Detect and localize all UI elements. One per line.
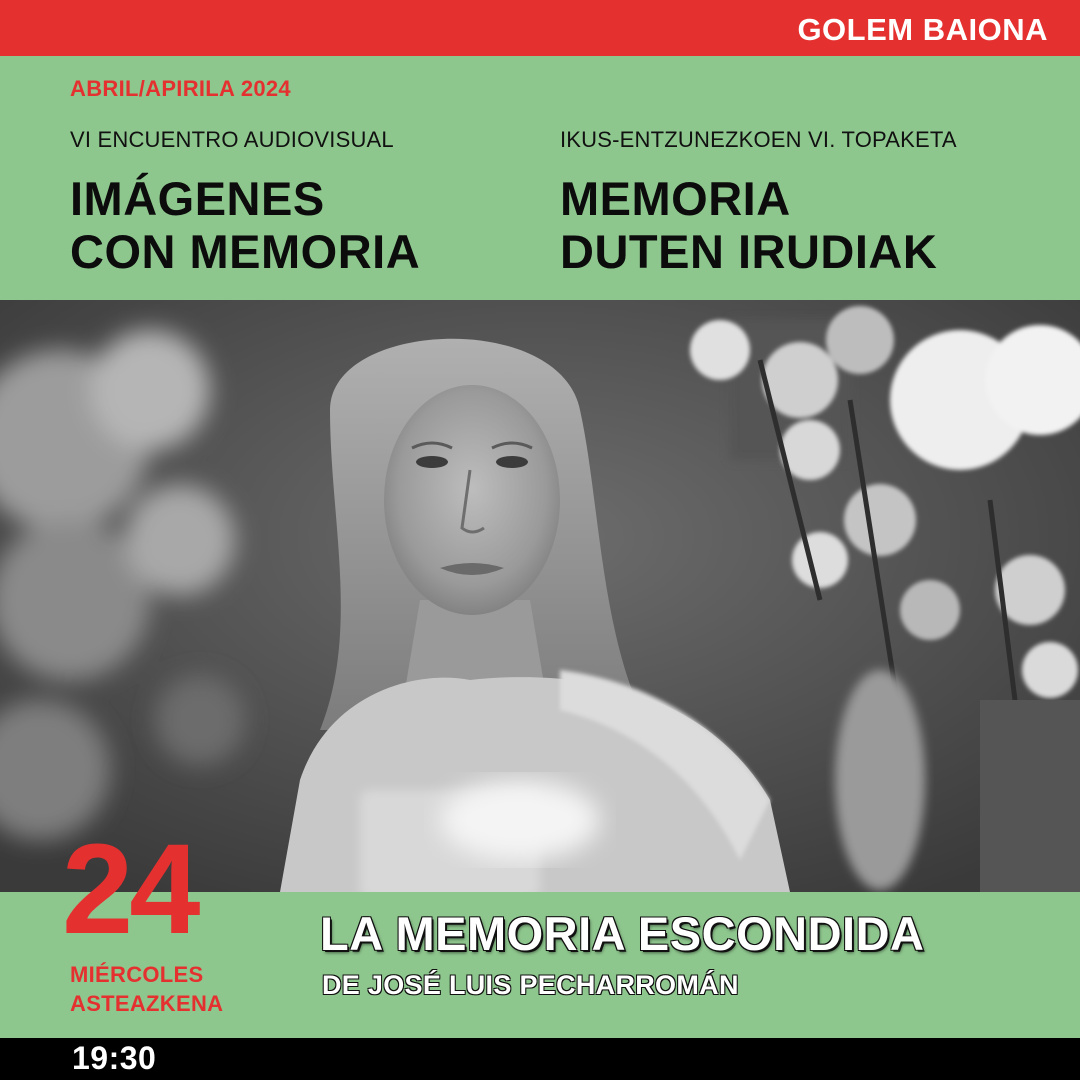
- film-still-illustration: [0, 300, 1080, 892]
- series-title-eu-line1: MEMORIA: [560, 172, 791, 225]
- screening-time: 19:30: [72, 1040, 157, 1076]
- film-still-photo: [0, 300, 1080, 892]
- film-title: LA MEMORIA ESCONDIDA: [320, 907, 925, 960]
- weekday-eu: ASTEAZKENA: [70, 991, 224, 1016]
- weekday-es: MIÉRCOLES: [70, 962, 204, 987]
- day-number: 24: [62, 818, 197, 961]
- series-title-es-line1: IMÁGENES: [70, 172, 325, 225]
- time-bar: [0, 1038, 1080, 1080]
- series-title-es-line2: CON MEMORIA: [70, 225, 421, 278]
- date-range: ABRIL/APIRILA 2024: [70, 76, 291, 101]
- venue-name: GOLEM BAIONA: [797, 12, 1048, 47]
- series-subtitle-eu: IKUS-ENTZUNEZKOEN VI. TOPAKETA: [560, 127, 957, 152]
- film-director: DE JOSÉ LUIS PECHARROMÁN: [322, 970, 739, 1000]
- series-title-eu: [560, 172, 937, 278]
- series-title-es: [70, 172, 420, 278]
- series-subtitle-es: VI ENCUENTRO AUDIOVISUAL: [70, 127, 394, 152]
- series-title-eu-line2: DUTEN IRUDIAK: [560, 225, 938, 278]
